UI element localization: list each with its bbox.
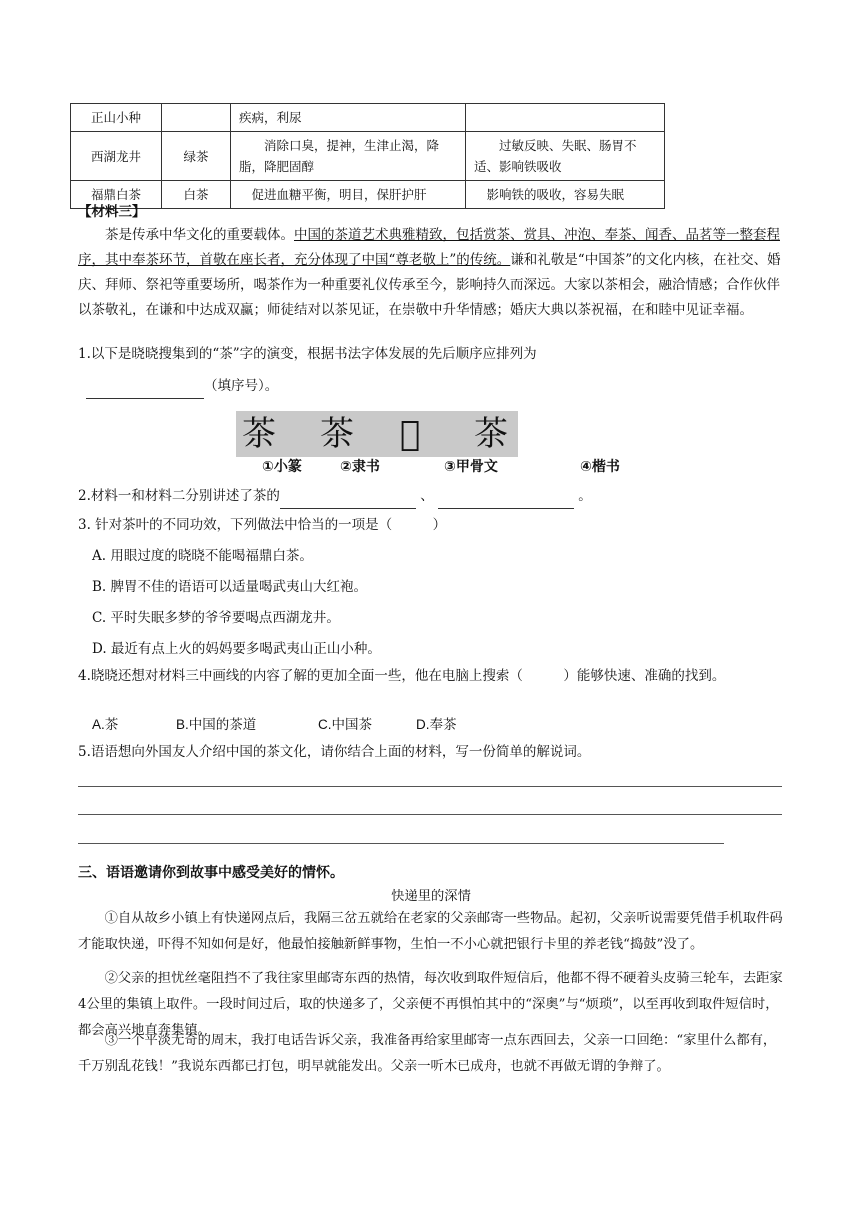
- question-1: 1.以下是晓晓搜集到的“茶”字的演变，根据书法字体发展的先后顺序应排列为: [78, 346, 537, 362]
- question-5: 5.语语想向外国友人介绍中国的茶文化，请你结合上面的材料，写一份简单的解说词。: [78, 744, 591, 760]
- period: 。: [578, 488, 592, 504]
- regular-script-glyph: 茶: [474, 414, 508, 454]
- oracle-bone-glyph: 𦬑: [400, 414, 421, 454]
- script-label: ④楷书: [580, 458, 620, 474]
- table-row: [71, 132, 665, 181]
- option-c[interactable]: C. 平时失眠多梦的爷爷要喝点西湖龙井。: [92, 610, 340, 626]
- tea-type-cell: [162, 104, 231, 132]
- option-b[interactable]: B. 脾胃不佳的语语可以适量喝武夷山大红袍。: [92, 579, 368, 595]
- answer-blank[interactable]: [280, 492, 416, 509]
- fill-hint: （填序号）。: [204, 378, 279, 394]
- answer-line[interactable]: [78, 786, 782, 787]
- answer-blank[interactable]: [438, 492, 574, 509]
- story-title: 快递里的深情: [391, 889, 471, 904]
- answer-line[interactable]: [78, 814, 782, 815]
- material3-text: 谦和礼敬是“中国茶”的文化内核，在社交、婚庆、拜师、祭祀等重要场所，喝茶作为一种重要礼仪传承至今，影响持久而深远。大家以茶相会，融洽情感；合作伙伴以茶敬礼，在谦和中达成双赢；师徒结对以茶见证，在崇敬中升华情感；婚庆大典以茶祝福，在和睦中见证幸福。: [78, 252, 781, 318]
- seal-script-glyph: 茶: [242, 414, 276, 454]
- tea-benefit-cell: 疾病，利尿: [231, 104, 466, 132]
- table-row: [71, 104, 665, 132]
- story-paragraph: ②父亲的担忧丝毫阻挡不了我往家里邮寄东西的热情，每次收到取件短信后，他都不得不硬着头皮骑三轮车，去距家4公里的集镇上取件。一段时间过后，取的快递多了，父亲便不再惧怕其中的“深奥”与“烦琐”，以至再收到取件短信时，都会高兴地直奔集镇。: [78, 971, 783, 1038]
- calligraphy-image: [236, 411, 518, 457]
- tea-effects-table: [70, 103, 665, 209]
- tea-type-cell: 绿茶: [162, 132, 231, 181]
- option-c[interactable]: C.中国茶: [318, 717, 372, 732]
- tea-type-cell: 白茶: [162, 181, 231, 209]
- question-3: 3. 针对茶叶的不同功效，下列做法中恰当的一项是（ ）: [78, 517, 447, 533]
- script-label: ①小篆: [262, 458, 302, 474]
- tea-name-cell: 福鼎白茶: [71, 181, 162, 209]
- question-2: [78, 484, 784, 509]
- material3-heading: 【材料三】: [78, 204, 146, 220]
- script-label: ③甲骨文: [444, 458, 498, 474]
- tea-name-cell: 西湖龙井: [71, 132, 162, 181]
- question-4: 4.晓晓还想对材料三中画线的内容了解的更加全面一些，他在电脑上搜索（ ）能够快速、准确的找到。: [78, 668, 726, 684]
- option-a[interactable]: A. 用眼过度的晓晓不能喝福鼎白茶。: [92, 548, 313, 564]
- material3-text: 茶是传承中华文化的重要载体。: [105, 227, 294, 243]
- tea-benefit-cell: 消除口臭，提神，生津止渴，降脂，降肥固醇: [231, 132, 466, 181]
- separator: 、: [420, 488, 434, 504]
- tea-name-cell: 正山小种: [71, 104, 162, 132]
- option-d[interactable]: D.奉茶: [416, 717, 457, 732]
- section-heading: 三、语语邀请你到故事中感受美好的情怀。: [78, 864, 344, 880]
- question-2-text: 2.材料一和材料二分别讲述了茶的: [78, 488, 280, 504]
- tea-benefit-cell: 促进血糖平衡，明目，保肝护肝: [231, 181, 466, 209]
- tea-harm-cell: 影响铁的吸收，容易失眠: [466, 181, 665, 209]
- option-d[interactable]: D. 最近有点上火的妈妈要多喝武夷山正山小种。: [92, 641, 381, 657]
- option-a[interactable]: A.茶: [92, 717, 119, 732]
- option-b[interactable]: B.中国的茶道: [176, 717, 257, 732]
- story-paragraph: ③一个平淡无奇的周末，我打电话告诉父亲，我准备再给家里邮寄一点东西回去，父亲一口回绝：“家里什么都有，千万别乱花钱！”我说东西都已打包，明早就能发出。父亲一听木已成舟，也就不再做无谓的争辩了。: [78, 1033, 777, 1074]
- material3-underlined-text: 中国的茶道艺术典雅精致，包括赏茶、赏具、冲泡、奉茶、闻香、品茗等一整套程序，其中奉茶环节，首敬在座长者，充分体现了中国“尊老敬上”的传统。: [78, 227, 780, 268]
- question-1-answer-row: [86, 374, 792, 399]
- answer-line[interactable]: [78, 843, 724, 844]
- script-label: ②隶书: [340, 458, 380, 474]
- answer-blank[interactable]: [86, 382, 204, 399]
- story-paragraph: ①自从故乡小镇上有快递网点后，我隔三岔五就给在老家的父亲邮寄一些物品。起初，父亲听说需要凭借手机取件码才能取快递，吓得不知如何是好，他最怕接触新鲜事物，生怕一不小心就把银行卡里的养老钱“捣鼓”没了。: [78, 911, 783, 952]
- material3-paragraph: [78, 223, 784, 323]
- clerical-script-glyph: 茶: [320, 414, 354, 454]
- tea-harm-cell: 过敏反映、失眠、肠胃不适、影响铁吸收: [466, 132, 665, 181]
- tea-harm-cell: [466, 104, 665, 132]
